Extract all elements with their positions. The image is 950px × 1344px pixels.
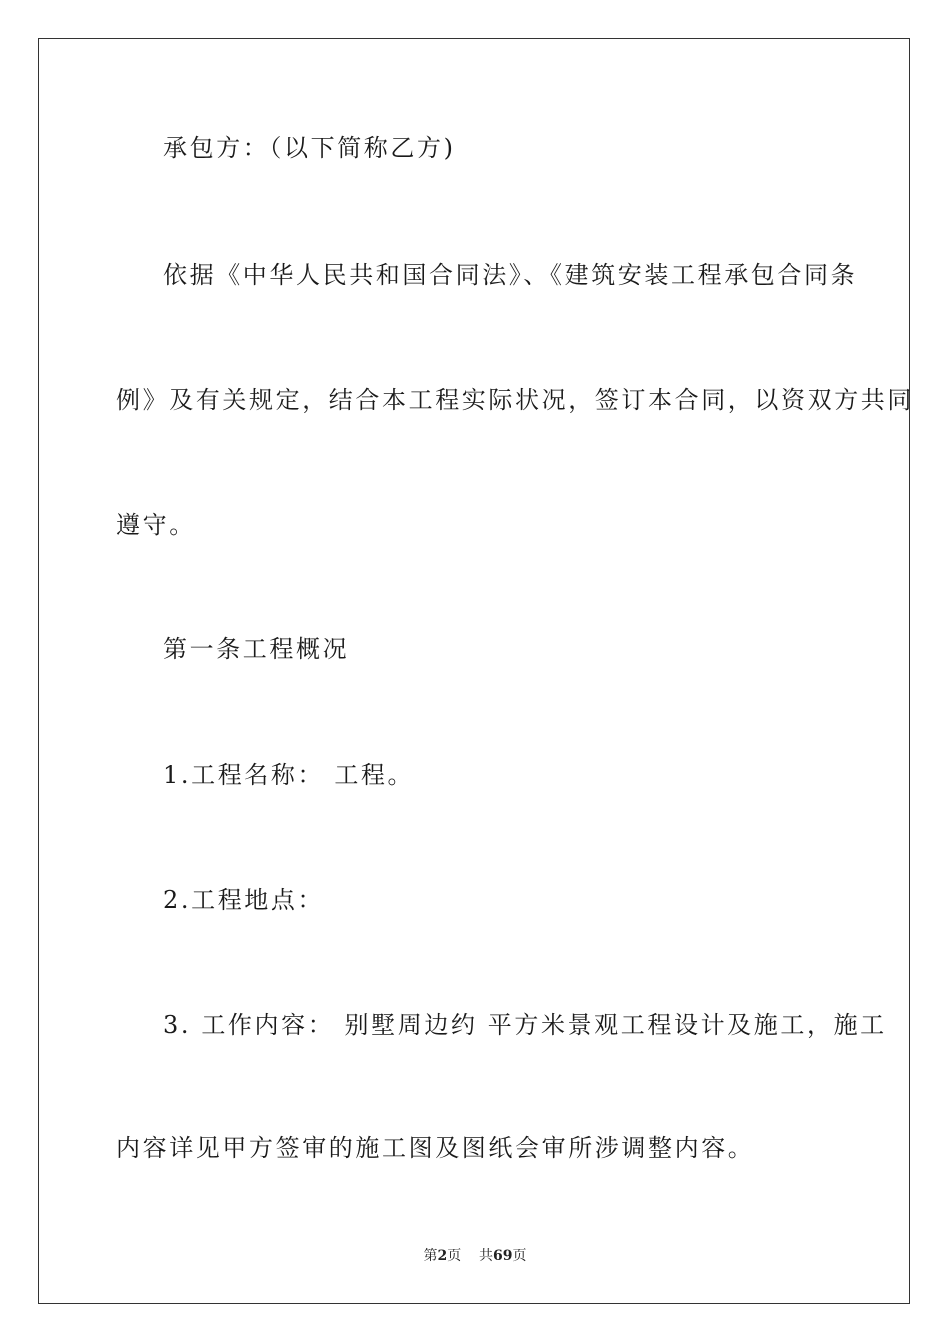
party-b-line: 承包方：（以下简称乙方) xyxy=(163,134,456,162)
basis-line-2: 例》及有关规定，结合本工程实际状况，签订本合同，以资双方共同 xyxy=(116,386,914,414)
page-border xyxy=(38,38,910,1304)
page-footer xyxy=(0,1246,950,1266)
footer-total-suffix: 页 xyxy=(512,1248,527,1264)
project-name-line: 1.工程名称： 工程。 xyxy=(163,761,415,789)
footer-page-total: 69 xyxy=(493,1248,513,1264)
work-content-line-2: 内容详见甲方签审的施工图及图纸会审所涉调整内容。 xyxy=(116,1134,755,1162)
work-content-line-1: 3. 工作内容： 别墅周边约 平方米景观工程设计及施工，施工 xyxy=(163,1011,887,1039)
footer-page-prefix: 第 xyxy=(423,1248,438,1264)
project-location-line: 2.工程地点： xyxy=(163,886,325,914)
footer-page-suffix: 页 xyxy=(447,1248,462,1264)
basis-line-3: 遵守。 xyxy=(116,511,196,539)
footer-page-current: 2 xyxy=(437,1248,448,1264)
article-1-heading: 第一条工程概况 xyxy=(163,635,350,663)
footer-total-prefix: 共 xyxy=(479,1248,494,1264)
basis-line-1: 依据《中华人民共和国合同法》、《建筑安装工程承包合同条 xyxy=(163,261,858,289)
